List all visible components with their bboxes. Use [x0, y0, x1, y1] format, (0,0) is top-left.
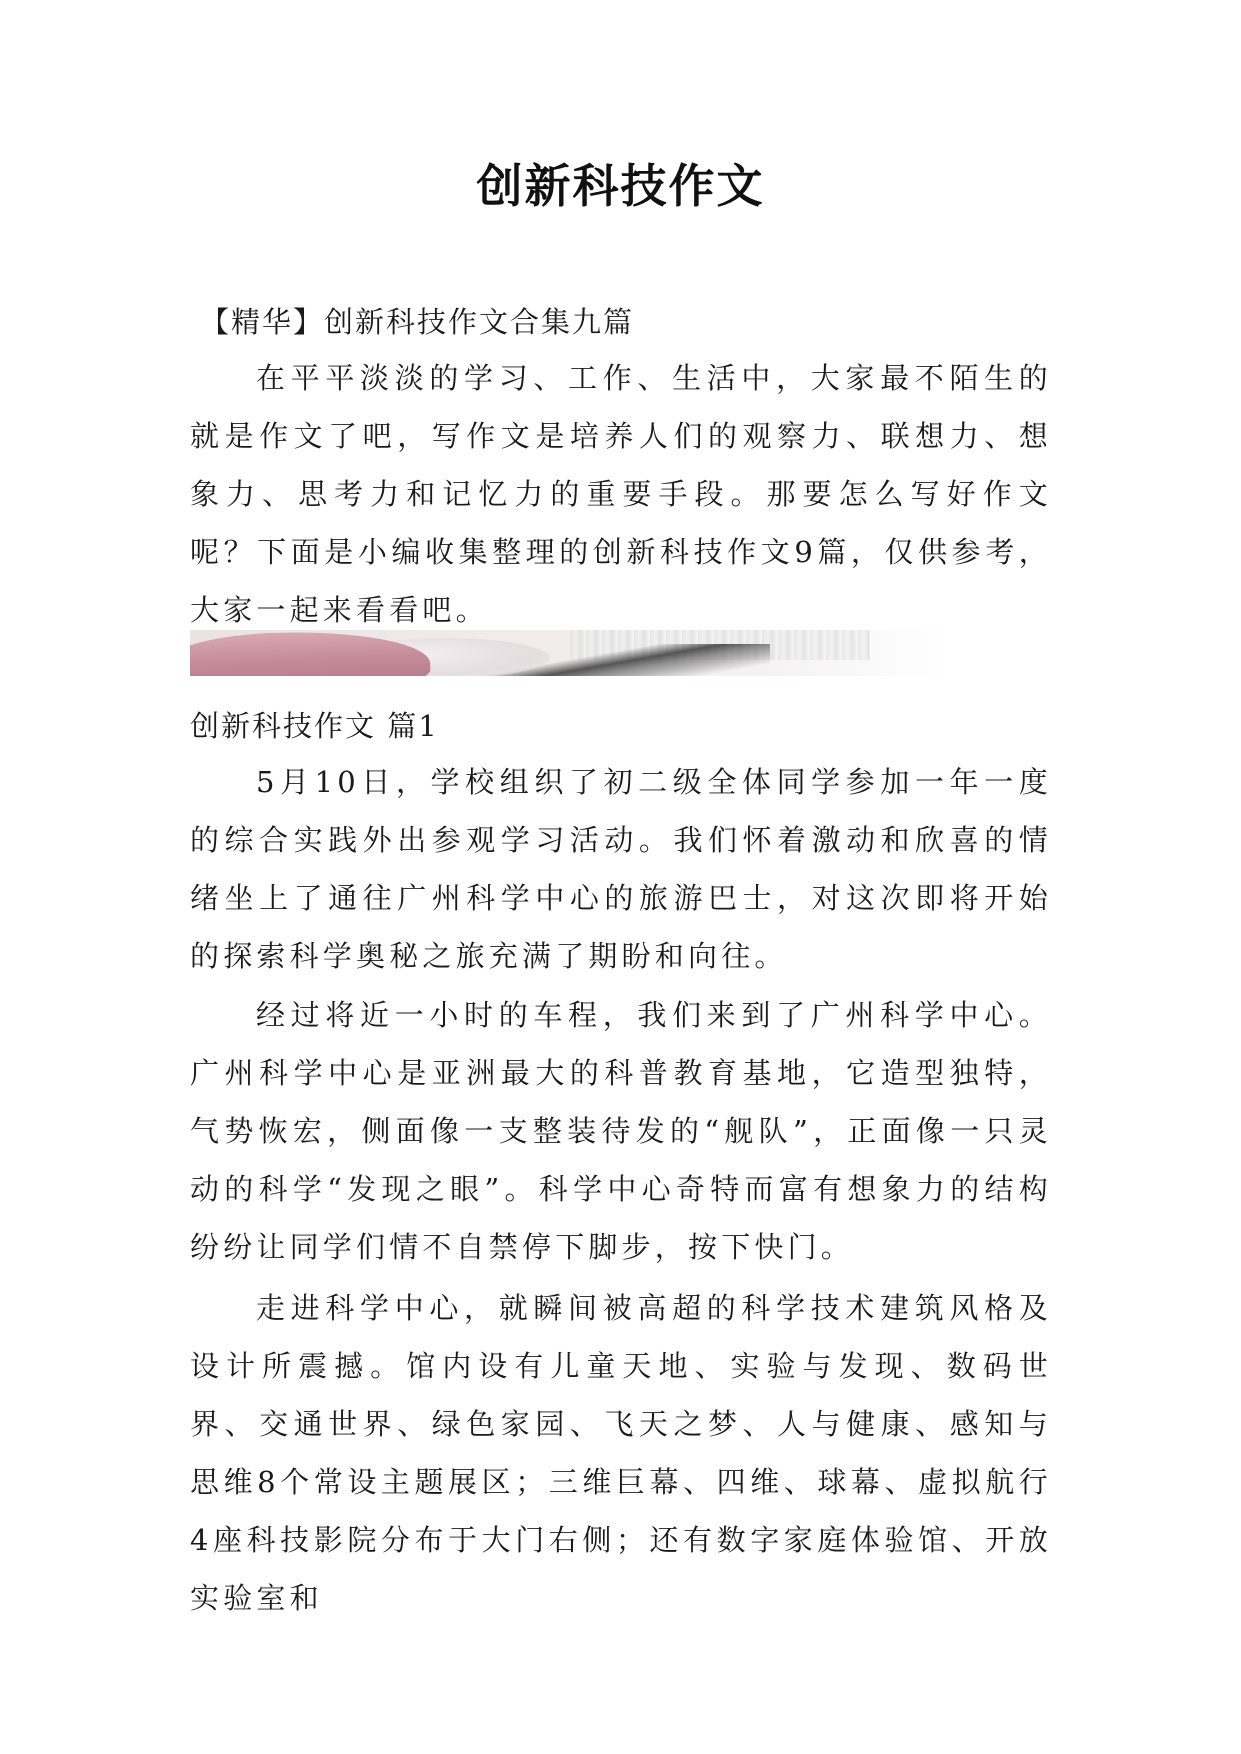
body-paragraph: 经过将近一小时的车程，我们来到了广州科学中心。广州科学中心是亚洲最大的科普教育基地，它造型独特，气势恢宏，侧面像一支整装待发的“舰队”，正面像一只灵动的科学“发现之眼”。科学中心奇特而富有想象力的结构纷纷让同学们情不自禁停下脚步，按下快门。 — [190, 998, 1052, 1264]
banner-hand-shape — [190, 630, 431, 676]
document-title: 创新科技作文 — [476, 159, 765, 213]
body-paragraph: 5月10日，学校组织了初二级全体同学参加一年一度的综合实践外出参观学习活动。我们怀着激动和欣喜的情绪坐上了通往广州科学中心的旅游巴士，对这次即将开始的探索科学奥秘之旅充满了期盼和向往。 — [190, 765, 1052, 973]
intro-paragraph: 在平平淡淡的学习、工作、生活中，大家最不陌生的就是作文了吧，写作文是培养人们的观察力、联想力、想象力、思考力和记忆力的重要手段。那要怎么写好作文呢？下面是小编收集整理的创新科技作文9篇，仅供参考，大家一起来看看吧。 — [190, 361, 1052, 627]
document-subtitle: 【精华】创新科技作文合集九篇 — [200, 305, 635, 339]
banner-image — [190, 630, 950, 676]
body-paragraph: 走进科学中心，就瞬间被高超的科学技术建筑风格及设计所震撼。馆内设有儿童天地、实验与发现、数码世界、交通世界、绿色家园、飞天之梦、人与健康、感知与思维8个常设主题展区；三维巨幕、四维、球幕、虚拟航行4座科技影院分布于大门右侧；还有数字家庭体验馆、开放实验室和 — [190, 1291, 1052, 1615]
section-heading: 创新科技作文 篇1 — [190, 709, 439, 743]
